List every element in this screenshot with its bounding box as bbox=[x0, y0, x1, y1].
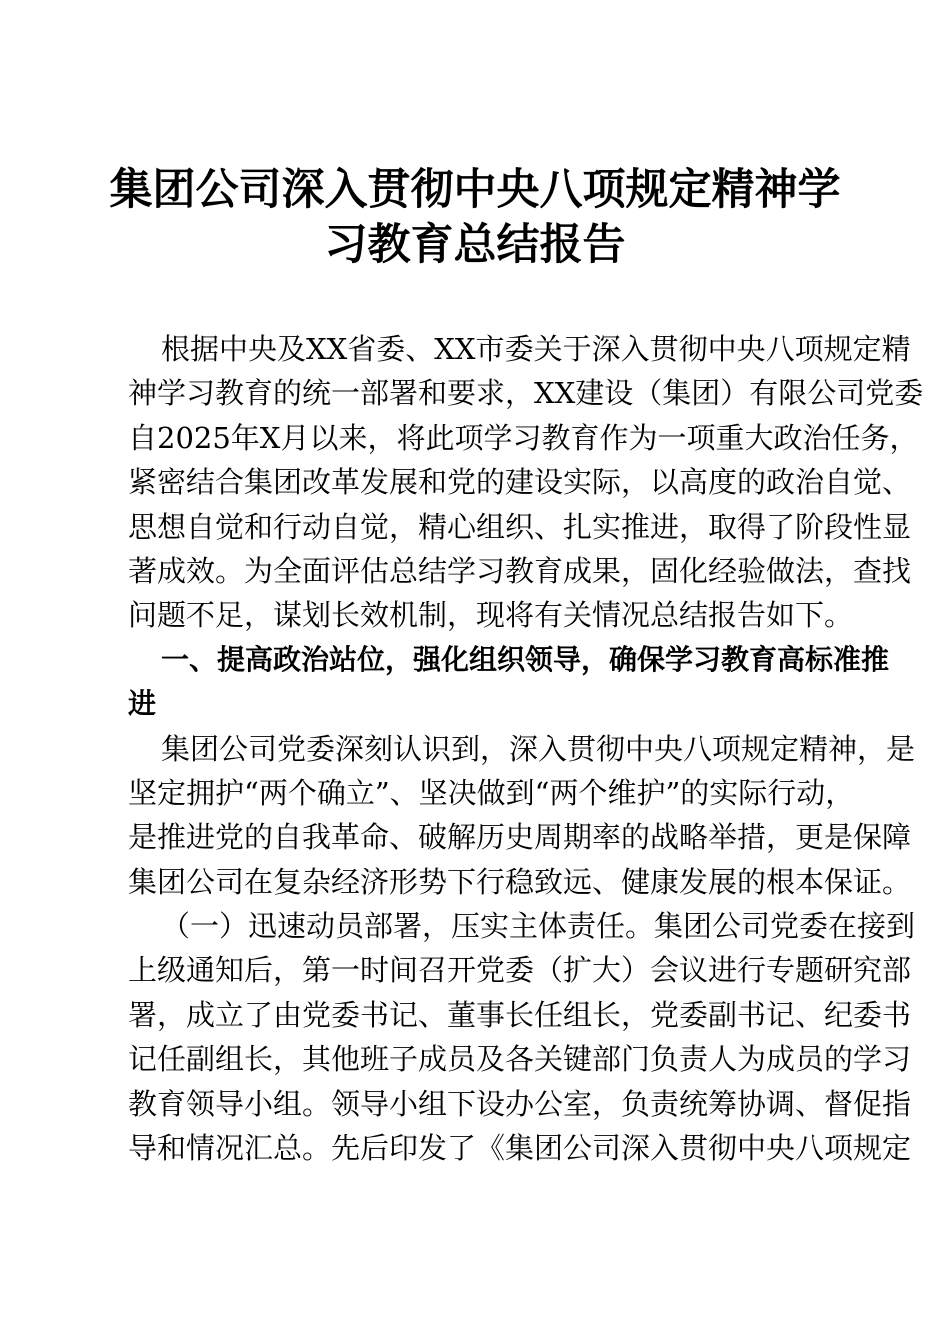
paragraph bbox=[128, 727, 916, 905]
title-line: 集团公司深入贯彻中央八项规定精神学 bbox=[109, 165, 841, 215]
text-line: 根据中央及XX省委、XX市委关于深入贯彻中央八项规定精 bbox=[161, 332, 911, 366]
paragraph bbox=[128, 904, 916, 1170]
text-line: 著成效。为全面评估总结学习教育成果，固化经验做法，查找 bbox=[128, 553, 912, 588]
text-line: 署，成立了由党委书记、董事长任组长，党委副书记、纪委书 bbox=[128, 997, 912, 1032]
text-line: 神学习教育的统一部署和要求，XX建设（集团）有限公司党委 bbox=[128, 376, 924, 411]
document-body bbox=[128, 327, 924, 1170]
text-line: 是推进党的自我革命、破解历史周期率的战略举措，更是保障 bbox=[128, 820, 912, 855]
text-line: 问题不足，谋划长效机制，现将有关情况总结报告如下。 bbox=[128, 598, 854, 633]
text-line: 思想自觉和行动自觉，精心组织、扎实推进，取得了阶段性显 bbox=[128, 509, 912, 544]
text-line: 上级通知后，第一时间召开党委（扩大）会议进行专题研究部 bbox=[128, 953, 912, 988]
paragraph bbox=[128, 327, 924, 638]
document-title bbox=[0, 163, 950, 273]
text-line: 进 bbox=[128, 687, 157, 721]
text-line: 自2025年X月以来，将此项学习教育作为一项重大政治任务， bbox=[128, 420, 919, 455]
text-line: 紧密结合集团改革发展和党的建设实际，以高度的政治自觉、 bbox=[128, 465, 912, 500]
text-line: 教育领导小组。领导小组下设办公室，负责统筹协调、督促指 bbox=[128, 1086, 912, 1121]
title-line: 习教育总结报告 bbox=[324, 220, 626, 270]
text-line: 记任副组长，其他班子成员及各关键部门负责人为成员的学习 bbox=[128, 1042, 912, 1077]
text-line: 集团公司在复杂经济形势下行稳致远、健康发展的根本保证。 bbox=[128, 864, 912, 899]
text-line: 坚定拥护“两个确立”、坚决做到“两个维护”的实际行动， bbox=[128, 775, 855, 810]
text-line: 一、提高政治站位，强化组织领导，确保学习教育高标准推 bbox=[161, 642, 890, 676]
text-line: 导和情况汇总。先后印发了《集团公司深入贯彻中央八项规定 bbox=[128, 1131, 912, 1166]
text-line: 集团公司党委深刻认识到，深入贯彻中央八项规定精神，是 bbox=[161, 731, 916, 766]
text-line: （一）迅速动员部署，压实主体责任。集团公司党委在接到 bbox=[161, 909, 916, 944]
section-heading bbox=[128, 638, 890, 727]
